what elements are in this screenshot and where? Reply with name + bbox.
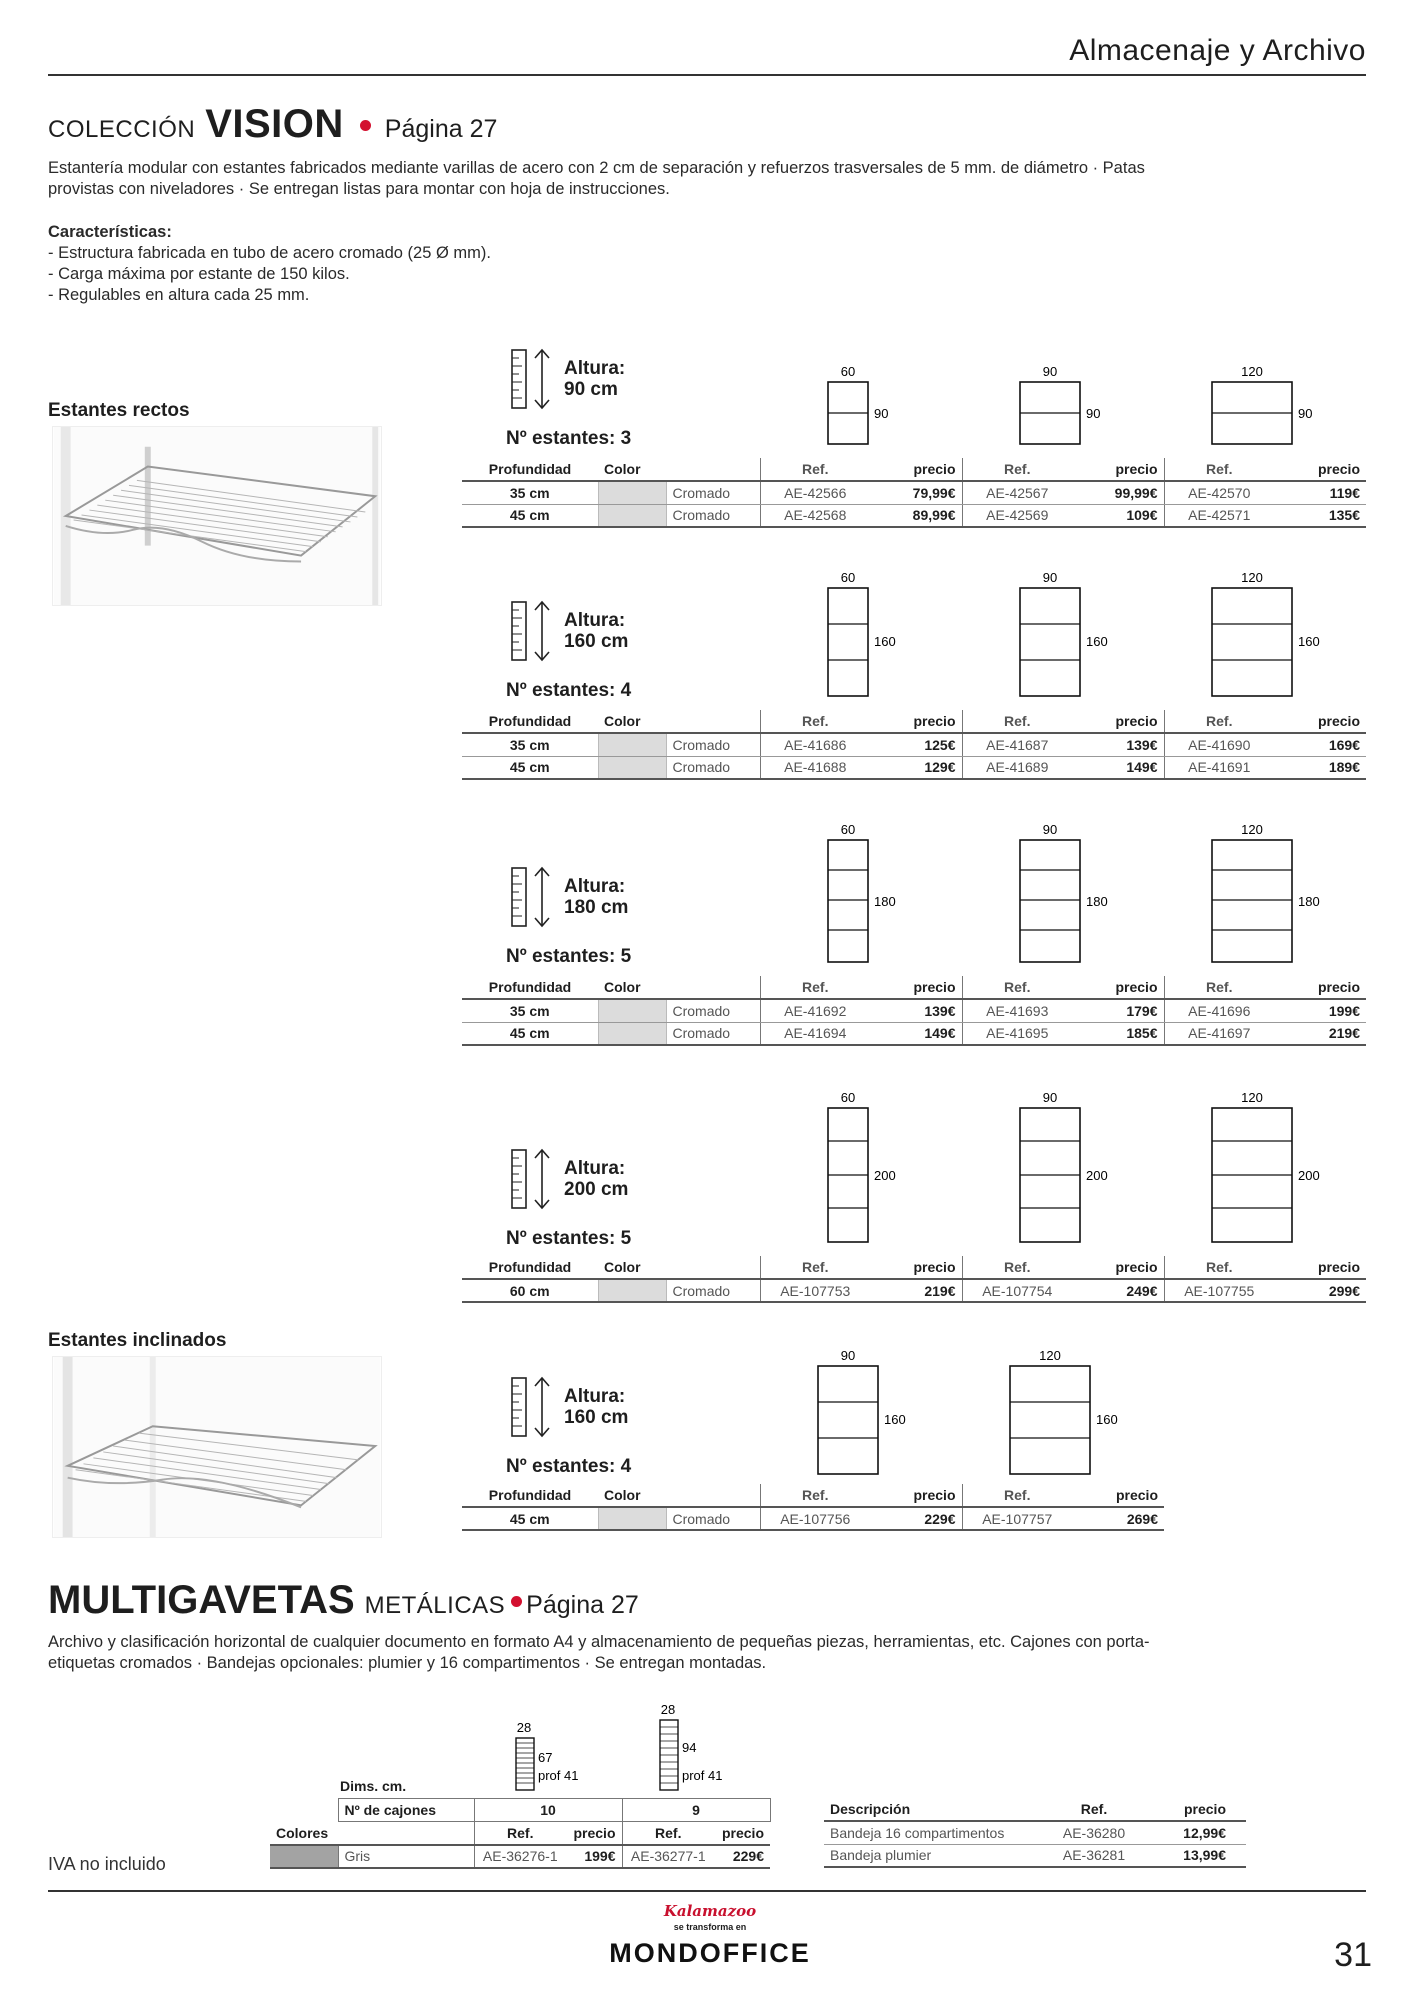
ref-code: AE-107754 bbox=[962, 1279, 1072, 1302]
bullet-dot-icon bbox=[360, 120, 371, 131]
col-precio: precio bbox=[714, 1822, 770, 1845]
vision-page-ref: Página 27 bbox=[384, 115, 498, 143]
color-swatch bbox=[598, 1279, 666, 1302]
vision-name: VISION bbox=[205, 102, 344, 146]
size-diagrams-90 bbox=[760, 360, 1370, 450]
price-table-header bbox=[462, 1256, 1366, 1279]
multigavetas-description bbox=[48, 1632, 1348, 1674]
height-label bbox=[564, 1386, 628, 1428]
price-value: 249€ bbox=[1072, 1279, 1164, 1302]
height-dim-label: 160 bbox=[884, 1412, 906, 1427]
price-value: 269€ bbox=[1072, 1507, 1164, 1530]
height-indicator bbox=[510, 1374, 628, 1440]
logo-subtitle: se transforma en bbox=[673, 1922, 747, 1932]
height-indicator bbox=[510, 864, 628, 930]
price-table-header bbox=[462, 976, 1366, 999]
col-precio: precio bbox=[870, 976, 962, 999]
price-value: 139€ bbox=[1072, 733, 1164, 756]
color-swatch-gris bbox=[270, 1845, 338, 1868]
col-descripcion: Descripción bbox=[824, 1798, 1054, 1821]
width-dim-label: 120 bbox=[1241, 822, 1263, 837]
color-name: Cromado bbox=[666, 756, 760, 779]
width-dim-label: 90 bbox=[1042, 570, 1058, 585]
color-name: Cromado bbox=[666, 1507, 760, 1530]
shelf-diagram bbox=[818, 1366, 878, 1474]
cabinet-width-label: 28 bbox=[660, 1704, 676, 1717]
vision-prefix: COLECCIÓN bbox=[48, 116, 196, 143]
col-precio: precio bbox=[870, 1484, 962, 1507]
cabinet-height-label: 67 bbox=[538, 1750, 553, 1765]
color-swatch bbox=[598, 756, 666, 779]
height-title: Altura: bbox=[564, 358, 626, 379]
height-title: Altura: bbox=[564, 1158, 626, 1179]
width-dim-label: 90 bbox=[840, 1348, 856, 1363]
height-title: Altura: bbox=[564, 610, 626, 631]
price-table bbox=[462, 976, 1366, 1046]
price-value: 129€ bbox=[870, 756, 962, 779]
price-value: 219€ bbox=[1274, 1022, 1366, 1045]
col-precio: precio bbox=[1274, 976, 1366, 999]
table-row bbox=[462, 504, 1366, 527]
ref-code: AE-107757 bbox=[962, 1507, 1072, 1530]
feature-item: - Carga máxima por estante de 150 kilos. bbox=[48, 265, 350, 283]
shelf-diagram bbox=[828, 588, 868, 696]
ref-code: AE-42567 bbox=[962, 481, 1072, 504]
price-value: 149€ bbox=[870, 1022, 962, 1045]
price-value: 229€ bbox=[714, 1845, 770, 1868]
col-ref: Ref. bbox=[962, 1484, 1072, 1507]
shelves-count: Nº estantes: 5 bbox=[506, 1228, 632, 1249]
col-ref: Ref. bbox=[760, 976, 870, 999]
table-row bbox=[462, 999, 1366, 1022]
label-estantes-inclinados: Estantes inclinados bbox=[48, 1330, 227, 1351]
multigavetas-title bbox=[48, 1578, 639, 1623]
multigavetas-page-ref: Página 27 bbox=[526, 1591, 639, 1619]
ref-code: AE-41690 bbox=[1164, 733, 1274, 756]
shelf-inclined-photo bbox=[52, 1356, 382, 1538]
price-table-header bbox=[462, 1484, 1164, 1507]
extra-description: Bandeja plumier bbox=[824, 1844, 1054, 1867]
cabinet-width-label: 28 bbox=[516, 1720, 532, 1735]
height-ruler-icon bbox=[510, 1374, 554, 1440]
col-precio: precio bbox=[1072, 458, 1164, 481]
ref-code: AE-41688 bbox=[760, 756, 870, 779]
ref-code: AE-41697 bbox=[1164, 1022, 1274, 1045]
col-color: Color bbox=[598, 1484, 666, 1507]
price-value: 169€ bbox=[1274, 733, 1366, 756]
table-row bbox=[462, 481, 1366, 504]
color-swatch bbox=[598, 481, 666, 504]
vision-description-line: Estantería modular con estantes fabricados mediante varillas de acero con 2 cm de separación y refuerzos trasversales de 5 mm. de diámetro · Patas bbox=[48, 159, 1145, 177]
width-dim-label: 60 bbox=[840, 1090, 856, 1105]
height-dim-label: 160 bbox=[1096, 1412, 1118, 1427]
price-value: 199€ bbox=[566, 1845, 622, 1868]
table-row bbox=[462, 1022, 1366, 1045]
shelves-count: Nº estantes: 5 bbox=[506, 946, 632, 967]
ref-code: AE-107753 bbox=[760, 1279, 870, 1302]
ref-code: AE-36276-1 bbox=[474, 1845, 566, 1868]
height-dim-label: 180 bbox=[1086, 894, 1108, 909]
price-value: 79,99€ bbox=[870, 481, 962, 504]
col-precio: precio bbox=[870, 710, 962, 733]
col-precio: precio bbox=[870, 1256, 962, 1279]
width-dim-label: 120 bbox=[1039, 1348, 1061, 1363]
ref-code: AE-41687 bbox=[962, 733, 1072, 756]
col-precio: precio bbox=[1134, 1798, 1246, 1821]
height-dim-label: 180 bbox=[874, 894, 896, 909]
price-value: 199€ bbox=[1274, 999, 1366, 1022]
depth-value: 45 cm bbox=[462, 1507, 598, 1530]
height-value: 90 cm bbox=[564, 379, 618, 400]
price-value: 149€ bbox=[1072, 756, 1164, 779]
height-label bbox=[564, 358, 625, 400]
logo-mondoffice: MONDOFFICE bbox=[609, 1938, 811, 1968]
price-value: 12,99€ bbox=[1134, 1821, 1246, 1844]
height-ruler-icon bbox=[510, 346, 554, 412]
price-value: 109€ bbox=[1072, 504, 1164, 527]
ref-code: AE-41689 bbox=[962, 756, 1072, 779]
height-dim-label: 160 bbox=[1086, 634, 1108, 649]
bullet-dot-icon bbox=[511, 1596, 522, 1607]
table-row bbox=[462, 733, 1366, 756]
multigavetas-table bbox=[270, 1798, 771, 1869]
mg-header-row bbox=[270, 1822, 770, 1845]
color-name: Cromado bbox=[666, 999, 760, 1022]
color-swatch bbox=[598, 733, 666, 756]
col-precio: precio bbox=[1072, 1256, 1164, 1279]
height-label bbox=[564, 1158, 628, 1200]
table-row bbox=[824, 1821, 1246, 1844]
shelf-straight-photo bbox=[52, 426, 382, 606]
cajones-value: 9 bbox=[622, 1799, 770, 1822]
col-ref: Ref. bbox=[1164, 458, 1274, 481]
col-precio: precio bbox=[1274, 458, 1366, 481]
color-swatch bbox=[598, 504, 666, 527]
price-value: 299€ bbox=[1274, 1279, 1366, 1302]
logo-kalamazoo: Kalamazoo bbox=[663, 1902, 757, 1920]
cabinet-diagrams bbox=[500, 1704, 760, 1796]
height-indicator bbox=[510, 1146, 628, 1212]
height-indicator bbox=[510, 346, 625, 412]
price-value: 119€ bbox=[1274, 481, 1366, 504]
height-dim-label: 200 bbox=[1086, 1168, 1108, 1183]
brand-logo bbox=[600, 1902, 820, 1969]
ref-code: AE-42568 bbox=[760, 504, 870, 527]
height-ruler-icon bbox=[510, 598, 554, 664]
height-dim-label: 160 bbox=[874, 634, 896, 649]
cabinet-depth-label: prof 41 bbox=[682, 1768, 723, 1783]
depth-value: 35 cm bbox=[462, 733, 598, 756]
vision-description bbox=[48, 158, 1348, 200]
ref-code: AE-41696 bbox=[1164, 999, 1274, 1022]
col-ref: Ref. bbox=[760, 1484, 870, 1507]
table-row bbox=[824, 1844, 1246, 1867]
width-dim-label: 90 bbox=[1042, 364, 1058, 379]
price-value: 135€ bbox=[1274, 504, 1366, 527]
col-ref: Ref. bbox=[962, 976, 1072, 999]
col-precio: precio bbox=[870, 458, 962, 481]
ref-code: AE-41695 bbox=[962, 1022, 1072, 1045]
color-name: Gris bbox=[338, 1845, 474, 1868]
height-value: 160 cm bbox=[564, 631, 629, 652]
shelves-count: Nº estantes: 3 bbox=[506, 428, 632, 449]
depth-value: 35 cm bbox=[462, 481, 598, 504]
dims-label: Dims. cm. bbox=[340, 1778, 407, 1794]
ref-code: AE-42570 bbox=[1164, 481, 1274, 504]
col-ref: Ref. bbox=[622, 1822, 714, 1845]
width-dim-label: 120 bbox=[1241, 1090, 1263, 1105]
ref-code: AE-36281 bbox=[1054, 1844, 1134, 1867]
height-value: 160 cm bbox=[564, 1407, 629, 1428]
col-precio: precio bbox=[1274, 710, 1366, 733]
height-dim-label: 180 bbox=[1298, 894, 1320, 909]
color-name: Cromado bbox=[666, 504, 760, 527]
multigavetas-description-line: Archivo y clasificación horizontal de cualquier documento en formato A4 y almacenamiento de pequeñas piezas, herramientas, etc. Cajones con porta- bbox=[48, 1633, 1150, 1651]
colores-label: Colores bbox=[270, 1822, 338, 1845]
price-table bbox=[462, 1256, 1366, 1303]
price-value: 139€ bbox=[870, 999, 962, 1022]
table-row bbox=[462, 1507, 1164, 1530]
multigavetas-name: MULTIGAVETAS bbox=[48, 1578, 355, 1622]
cajones-row bbox=[270, 1799, 770, 1822]
price-value: 189€ bbox=[1274, 756, 1366, 779]
extras-table bbox=[824, 1798, 1246, 1868]
col-precio: precio bbox=[1072, 976, 1164, 999]
col-ref: Ref. bbox=[474, 1822, 566, 1845]
height-dim-label: 200 bbox=[874, 1168, 896, 1183]
header-divider bbox=[48, 74, 1366, 76]
cabinet-diagram bbox=[516, 1738, 534, 1790]
table-row bbox=[270, 1845, 770, 1868]
price-value: 219€ bbox=[870, 1279, 962, 1302]
color-swatch bbox=[598, 999, 666, 1022]
ref-code: AE-42569 bbox=[962, 504, 1072, 527]
size-diagrams-160 bbox=[760, 566, 1370, 702]
height-label bbox=[564, 610, 628, 652]
shelf-diagram bbox=[1020, 588, 1080, 696]
color-name: Cromado bbox=[666, 1279, 760, 1302]
col-ref: Ref. bbox=[962, 710, 1072, 733]
ref-code: AE-41693 bbox=[962, 999, 1072, 1022]
cajones-value: 10 bbox=[474, 1799, 622, 1822]
shelves-count: Nº estantes: 4 bbox=[506, 1456, 632, 1477]
col-color: Color bbox=[598, 458, 666, 481]
col-precio: precio bbox=[566, 1822, 622, 1845]
vision-title bbox=[48, 102, 497, 147]
depth-value: 35 cm bbox=[462, 999, 598, 1022]
price-table bbox=[462, 710, 1366, 780]
price-value: 89,99€ bbox=[870, 504, 962, 527]
height-dim-label: 90 bbox=[1086, 406, 1101, 421]
section-header-title: Almacenaje y Archivo bbox=[1069, 34, 1366, 67]
shelf-diagram bbox=[1212, 588, 1292, 696]
color-name: Cromado bbox=[666, 733, 760, 756]
ref-code: AE-36277-1 bbox=[622, 1845, 714, 1868]
price-table bbox=[462, 458, 1366, 528]
vision-features bbox=[48, 222, 1348, 306]
ref-code: AE-41686 bbox=[760, 733, 870, 756]
color-name: Cromado bbox=[666, 481, 760, 504]
col-color: Color bbox=[598, 976, 666, 999]
depth-value: 45 cm bbox=[462, 1022, 598, 1045]
height-value: 200 cm bbox=[564, 1179, 629, 1200]
multigavetas-description-line: etiquetas cromados · Bandejas opcionales: plumier y 16 compartimentos · Se entregan montadas. bbox=[48, 1654, 767, 1672]
col-profundidad: Profundidad bbox=[462, 1484, 598, 1507]
extras-header bbox=[824, 1798, 1246, 1821]
col-precio: precio bbox=[1274, 1256, 1366, 1279]
col-ref: Ref. bbox=[1164, 710, 1274, 733]
shelf-diagram bbox=[1212, 840, 1292, 962]
depth-value: 45 cm bbox=[462, 756, 598, 779]
cabinet-depth-label: prof 41 bbox=[538, 1768, 579, 1783]
ref-code: AE-42566 bbox=[760, 481, 870, 504]
height-ruler-icon bbox=[510, 864, 554, 930]
width-dim-label: 60 bbox=[840, 364, 856, 379]
width-dim-label: 60 bbox=[840, 570, 856, 585]
height-ruler-icon bbox=[510, 1146, 554, 1212]
width-dim-label: 90 bbox=[1042, 822, 1058, 837]
features-title: Características: bbox=[48, 223, 172, 241]
height-dim-label: 90 bbox=[1298, 406, 1313, 421]
height-value: 180 cm bbox=[564, 897, 629, 918]
col-profundidad: Profundidad bbox=[462, 458, 598, 481]
label-estantes-rectos: Estantes rectos bbox=[48, 400, 190, 421]
price-value: 229€ bbox=[870, 1507, 962, 1530]
size-diagrams-inclinados bbox=[760, 1344, 1180, 1480]
height-dim-label: 90 bbox=[874, 406, 889, 421]
col-ref: Ref. bbox=[760, 710, 870, 733]
col-ref: Ref. bbox=[1054, 1798, 1134, 1821]
width-dim-label: 90 bbox=[1042, 1090, 1058, 1105]
price-table-header bbox=[462, 710, 1366, 733]
height-dim-label: 200 bbox=[1298, 1168, 1320, 1183]
col-ref: Ref. bbox=[1164, 976, 1274, 999]
extra-description: Bandeja 16 compartimentos bbox=[824, 1821, 1054, 1844]
feature-item: - Estructura fabricada en tubo de acero cromado (25 Ø mm). bbox=[48, 244, 491, 262]
shelves-count: Nº estantes: 4 bbox=[506, 680, 632, 701]
size-diagrams-180 bbox=[760, 818, 1370, 968]
height-dim-label: 160 bbox=[1298, 634, 1320, 649]
col-ref: Ref. bbox=[962, 1256, 1072, 1279]
cabinet-height-label: 94 bbox=[682, 1740, 697, 1755]
price-value: 99,99€ bbox=[1072, 481, 1164, 504]
ref-code: AE-36280 bbox=[1054, 1821, 1134, 1844]
table-row bbox=[462, 756, 1366, 779]
ref-code: AE-41692 bbox=[760, 999, 870, 1022]
col-ref: Ref. bbox=[962, 458, 1072, 481]
multigavetas-suffix: METÁLICAS bbox=[364, 1592, 506, 1619]
shelf-diagram bbox=[828, 840, 868, 962]
page-number: 31 bbox=[1334, 1936, 1372, 1974]
depth-value: 60 cm bbox=[462, 1279, 598, 1302]
height-title: Altura: bbox=[564, 1386, 626, 1407]
col-color: Color bbox=[598, 710, 666, 733]
width-dim-label: 120 bbox=[1241, 570, 1263, 585]
ref-code: AE-107755 bbox=[1164, 1279, 1274, 1302]
ref-code: AE-42571 bbox=[1164, 504, 1274, 527]
price-table-header bbox=[462, 458, 1366, 481]
col-color: Color bbox=[598, 1256, 666, 1279]
width-dim-label: 60 bbox=[840, 822, 856, 837]
price-value: 13,99€ bbox=[1134, 1844, 1246, 1867]
price-table bbox=[462, 1484, 1164, 1531]
ref-code: AE-41691 bbox=[1164, 756, 1274, 779]
height-indicator bbox=[510, 598, 628, 664]
footer-divider bbox=[48, 1890, 1366, 1892]
ref-code: AE-41694 bbox=[760, 1022, 870, 1045]
depth-value: 45 cm bbox=[462, 504, 598, 527]
col-ref: Ref. bbox=[760, 458, 870, 481]
ref-code: AE-107756 bbox=[760, 1507, 870, 1530]
price-value: 179€ bbox=[1072, 999, 1164, 1022]
price-value: 185€ bbox=[1072, 1022, 1164, 1045]
feature-item: - Regulables en altura cada 25 mm. bbox=[48, 286, 310, 304]
color-name: Cromado bbox=[666, 1022, 760, 1045]
col-profundidad: Profundidad bbox=[462, 1256, 598, 1279]
price-value: 125€ bbox=[870, 733, 962, 756]
size-diagrams-200 bbox=[760, 1086, 1370, 1246]
color-swatch bbox=[598, 1507, 666, 1530]
height-title: Altura: bbox=[564, 876, 626, 897]
width-dim-label: 120 bbox=[1241, 364, 1263, 379]
col-precio: precio bbox=[1072, 1484, 1164, 1507]
height-label bbox=[564, 876, 628, 918]
col-precio: precio bbox=[1072, 710, 1164, 733]
iva-note: IVA no incluido bbox=[48, 1854, 166, 1874]
color-swatch bbox=[598, 1022, 666, 1045]
col-profundidad: Profundidad bbox=[462, 710, 598, 733]
table-row bbox=[462, 1279, 1366, 1302]
col-ref: Ref. bbox=[760, 1256, 870, 1279]
col-profundidad: Profundidad bbox=[462, 976, 598, 999]
shelf-diagram bbox=[1020, 840, 1080, 962]
col-ref: Ref. bbox=[1164, 1256, 1274, 1279]
shelf-diagram bbox=[1010, 1366, 1090, 1474]
cajones-label: Nº de cajones bbox=[338, 1799, 474, 1822]
vision-description-line: provistas con niveladores · Se entregan listas para montar con hoja de instrucciones. bbox=[48, 180, 670, 198]
